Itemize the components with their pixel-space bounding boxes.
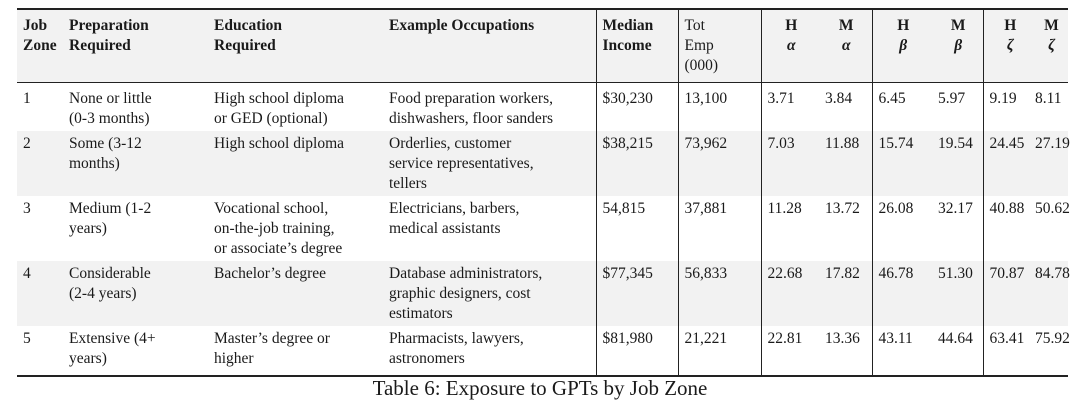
cell-occupations-line: medical assistants <box>389 220 501 237</box>
table-row <box>17 83 1068 132</box>
cell-median-income-value: $81,980 <box>602 330 653 347</box>
cell-occupations-line: Orderlies, customer <box>389 135 512 152</box>
cell-m-beta-value: 32.17 <box>938 200 973 217</box>
header-m-zeta <box>1035 9 1068 83</box>
cell-median-income <box>596 131 678 196</box>
header-h-alpha <box>761 9 819 83</box>
cell-h-zeta-value: 40.88 <box>989 200 1025 217</box>
cell-job-zone-value: 2 <box>23 135 31 152</box>
cell-m-beta <box>932 326 983 376</box>
cell-median-income <box>596 196 678 261</box>
header-m-beta-line1: M <box>950 17 966 34</box>
header-job-zone-line2: Zone <box>23 37 57 54</box>
header-h-beta <box>872 9 932 83</box>
cell-h-beta-value: 43.11 <box>878 330 913 347</box>
cell-m-alpha-value: 17.82 <box>825 265 860 282</box>
header-total-employment <box>678 9 761 83</box>
header-preparation-line1: Preparation <box>69 17 149 34</box>
cell-m-alpha-value: 11.88 <box>825 135 860 152</box>
job-zone-exposure-table <box>17 8 1068 377</box>
cell-h-beta <box>872 83 932 132</box>
cell-preparation <box>63 131 208 196</box>
cell-job-zone <box>17 131 63 196</box>
cell-m-zeta <box>1035 131 1068 196</box>
cell-occupations-line: Food preparation workers, <box>389 90 553 107</box>
cell-m-zeta-value: 50.62 <box>1035 200 1070 217</box>
table-caption: Table 6: Exposure to GPTs by Job Zone <box>372 376 708 400</box>
cell-occupations-line: service representatives, <box>389 155 534 172</box>
header-m-zeta-line1: M <box>1044 17 1059 34</box>
cell-preparation <box>63 196 208 261</box>
header-preparation-line2: Required <box>69 37 131 54</box>
header-h-alpha-line1: H <box>785 17 798 34</box>
cell-median-income-value: $77,345 <box>602 265 653 282</box>
cell-education <box>208 326 383 376</box>
cell-h-beta-value: 46.78 <box>878 265 914 282</box>
header-emp-line2: Emp <box>684 37 714 54</box>
table-container <box>17 8 1068 377</box>
header-h-alpha-symbol: α <box>786 37 796 54</box>
table-row <box>17 196 1068 261</box>
cell-education-line: High school diploma <box>214 135 345 152</box>
cell-occupations-line: estimators <box>389 305 453 322</box>
cell-education <box>208 261 383 326</box>
header-h-zeta-line1: H <box>1004 17 1017 34</box>
cell-preparation <box>63 326 208 376</box>
cell-total-employment <box>678 196 761 261</box>
header-m-beta <box>932 9 983 83</box>
cell-preparation-line: years) <box>69 220 107 237</box>
cell-job-zone-value: 4 <box>23 265 31 282</box>
header-income-line1: Median <box>602 17 654 34</box>
cell-occupations-line: dishwashers, floor sanders <box>389 110 554 127</box>
cell-job-zone <box>17 83 63 132</box>
cell-m-beta-value: 51.30 <box>938 265 973 282</box>
cell-occupations <box>383 131 596 196</box>
table-row <box>17 326 1068 376</box>
cell-m-zeta-value: 8.11 <box>1035 90 1062 107</box>
header-occupations <box>383 9 596 83</box>
cell-m-beta <box>932 196 983 261</box>
cell-m-zeta <box>1035 261 1068 326</box>
cell-h-beta <box>872 131 932 196</box>
cell-education <box>208 131 383 196</box>
cell-h-beta-value: 6.45 <box>878 90 906 107</box>
cell-education-line: higher <box>214 350 254 367</box>
header-m-zeta-symbol: ζ <box>1048 37 1055 54</box>
cell-h-alpha-value: 3.71 <box>767 90 795 107</box>
cell-preparation-line: Medium (1-2 <box>69 200 152 217</box>
cell-m-alpha <box>819 131 872 196</box>
cell-h-beta <box>872 261 932 326</box>
cell-median-income-value: $30,230 <box>602 90 653 107</box>
cell-m-zeta <box>1035 196 1068 261</box>
cell-m-beta <box>932 131 983 196</box>
table-header-row <box>17 9 1068 83</box>
cell-preparation-line: Some (3-12 <box>69 135 142 152</box>
header-h-zeta <box>983 9 1035 83</box>
cell-education-line: or associate’s degree <box>214 240 343 257</box>
cell-job-zone <box>17 326 63 376</box>
cell-h-zeta <box>983 261 1035 326</box>
cell-occupations-line: astronomers <box>389 350 465 367</box>
cell-m-alpha <box>819 196 872 261</box>
cell-total-employment <box>678 326 761 376</box>
cell-education-line: on-the-job training, <box>214 220 335 237</box>
cell-job-zone <box>17 196 63 261</box>
cell-h-alpha-value: 22.68 <box>767 265 803 282</box>
cell-m-zeta <box>1035 83 1068 132</box>
cell-m-zeta-value: 27.19 <box>1035 135 1070 152</box>
cell-median-income-value: $38,215 <box>602 135 653 152</box>
header-occupations-line1: Example Occupations <box>389 17 535 34</box>
cell-total-employment-value: 37,881 <box>684 200 728 217</box>
cell-median-income <box>596 261 678 326</box>
cell-education <box>208 196 383 261</box>
cell-m-alpha-value: 13.72 <box>825 200 860 217</box>
table-body <box>17 83 1068 377</box>
header-income-line2: Income <box>602 37 652 54</box>
cell-h-alpha <box>761 261 819 326</box>
cell-h-zeta <box>983 83 1035 132</box>
cell-h-zeta-value: 70.87 <box>989 265 1025 282</box>
header-emp-line1: Tot <box>684 17 705 34</box>
cell-preparation-line: None or little <box>69 90 152 107</box>
cell-m-alpha <box>819 326 872 376</box>
header-education <box>208 9 383 83</box>
cell-h-beta-value: 15.74 <box>878 135 914 152</box>
cell-m-beta <box>932 83 983 132</box>
cell-m-beta-value: 5.97 <box>938 90 966 107</box>
header-education-line1: Education <box>214 17 283 34</box>
cell-h-alpha <box>761 326 819 376</box>
header-job-zone <box>17 9 63 83</box>
cell-preparation <box>63 83 208 132</box>
cell-m-zeta-value: 84.78 <box>1035 265 1070 282</box>
cell-m-zeta-value: 75.92 <box>1035 330 1070 347</box>
cell-occupations <box>383 326 596 376</box>
header-m-alpha <box>819 9 872 83</box>
cell-h-beta-value: 26.08 <box>878 200 914 217</box>
cell-education <box>208 83 383 132</box>
cell-h-zeta-value: 63.41 <box>989 330 1025 347</box>
cell-h-zeta <box>983 196 1035 261</box>
cell-education-line: Bachelor’s degree <box>214 265 327 282</box>
header-h-beta-symbol: β <box>899 37 908 54</box>
cell-occupations <box>383 261 596 326</box>
cell-h-alpha <box>761 131 819 196</box>
cell-m-zeta <box>1035 326 1068 376</box>
cell-occupations-line: tellers <box>389 175 427 192</box>
cell-total-employment-value: 21,221 <box>684 330 728 347</box>
cell-h-alpha <box>761 83 819 132</box>
cell-total-employment <box>678 131 761 196</box>
cell-h-alpha-value: 11.28 <box>767 200 802 217</box>
cell-total-employment-value: 56,833 <box>684 265 728 282</box>
header-m-beta-symbol: β <box>954 37 963 54</box>
cell-education-line: Vocational school, <box>214 200 329 217</box>
cell-h-zeta-value: 24.45 <box>989 135 1025 152</box>
cell-m-alpha <box>819 83 872 132</box>
cell-m-alpha-value: 13.36 <box>825 330 860 347</box>
cell-h-zeta <box>983 131 1035 196</box>
header-m-alpha-line1: M <box>838 17 854 34</box>
cell-h-alpha <box>761 196 819 261</box>
cell-h-zeta <box>983 326 1035 376</box>
cell-m-beta-value: 44.64 <box>938 330 973 347</box>
cell-education-line: Master’s degree or <box>214 330 330 347</box>
cell-h-alpha-value: 22.81 <box>767 330 803 347</box>
cell-h-alpha-value: 7.03 <box>767 135 795 152</box>
header-job-zone-line1: Job <box>23 17 48 34</box>
cell-m-beta-value: 19.54 <box>938 135 973 152</box>
cell-education-line: High school diploma <box>214 90 345 107</box>
header-m-alpha-symbol: α <box>841 37 851 54</box>
cell-job-zone-value: 1 <box>23 90 31 107</box>
header-h-beta-line1: H <box>897 17 910 34</box>
cell-preparation-line: Extensive (4+ <box>69 330 156 347</box>
cell-occupations <box>383 83 596 132</box>
cell-median-income <box>596 83 678 132</box>
header-median-income <box>596 9 678 83</box>
header-education-line2: Required <box>214 37 276 54</box>
cell-total-employment-value: 73,962 <box>684 135 728 152</box>
cell-h-beta <box>872 326 932 376</box>
cell-occupations-line: Electricians, barbers, <box>389 200 520 217</box>
cell-preparation-line: years) <box>69 350 107 367</box>
cell-preparation-line: (2-4 years) <box>69 285 137 302</box>
cell-occupations-line: graphic designers, cost <box>389 285 531 302</box>
cell-m-beta <box>932 261 983 326</box>
cell-education-line: or GED (optional) <box>214 110 328 127</box>
cell-median-income <box>596 326 678 376</box>
cell-preparation <box>63 261 208 326</box>
cell-h-beta <box>872 196 932 261</box>
table-row <box>17 131 1068 196</box>
header-h-zeta-symbol: ζ <box>1006 37 1014 54</box>
header-emp-line3: (000) <box>684 57 719 74</box>
cell-occupations-line: Pharmacists, lawyers, <box>389 330 524 347</box>
cell-total-employment <box>678 261 761 326</box>
cell-preparation-line: months) <box>69 155 120 172</box>
cell-m-alpha-value: 3.84 <box>825 90 853 107</box>
table-row <box>17 261 1068 326</box>
cell-job-zone <box>17 261 63 326</box>
cell-m-alpha <box>819 261 872 326</box>
cell-job-zone-value: 5 <box>23 330 31 347</box>
cell-preparation-line: (0-3 months) <box>69 110 150 127</box>
cell-total-employment-value: 13,100 <box>684 90 728 107</box>
cell-occupations <box>383 196 596 261</box>
cell-job-zone-value: 3 <box>23 200 31 217</box>
cell-occupations-line: Database administrators, <box>389 265 543 282</box>
cell-preparation-line: Considerable <box>69 265 151 282</box>
cell-total-employment <box>678 83 761 132</box>
cell-h-zeta-value: 9.19 <box>989 90 1017 107</box>
header-preparation <box>63 9 208 83</box>
cell-median-income-value: 54,815 <box>602 200 646 217</box>
